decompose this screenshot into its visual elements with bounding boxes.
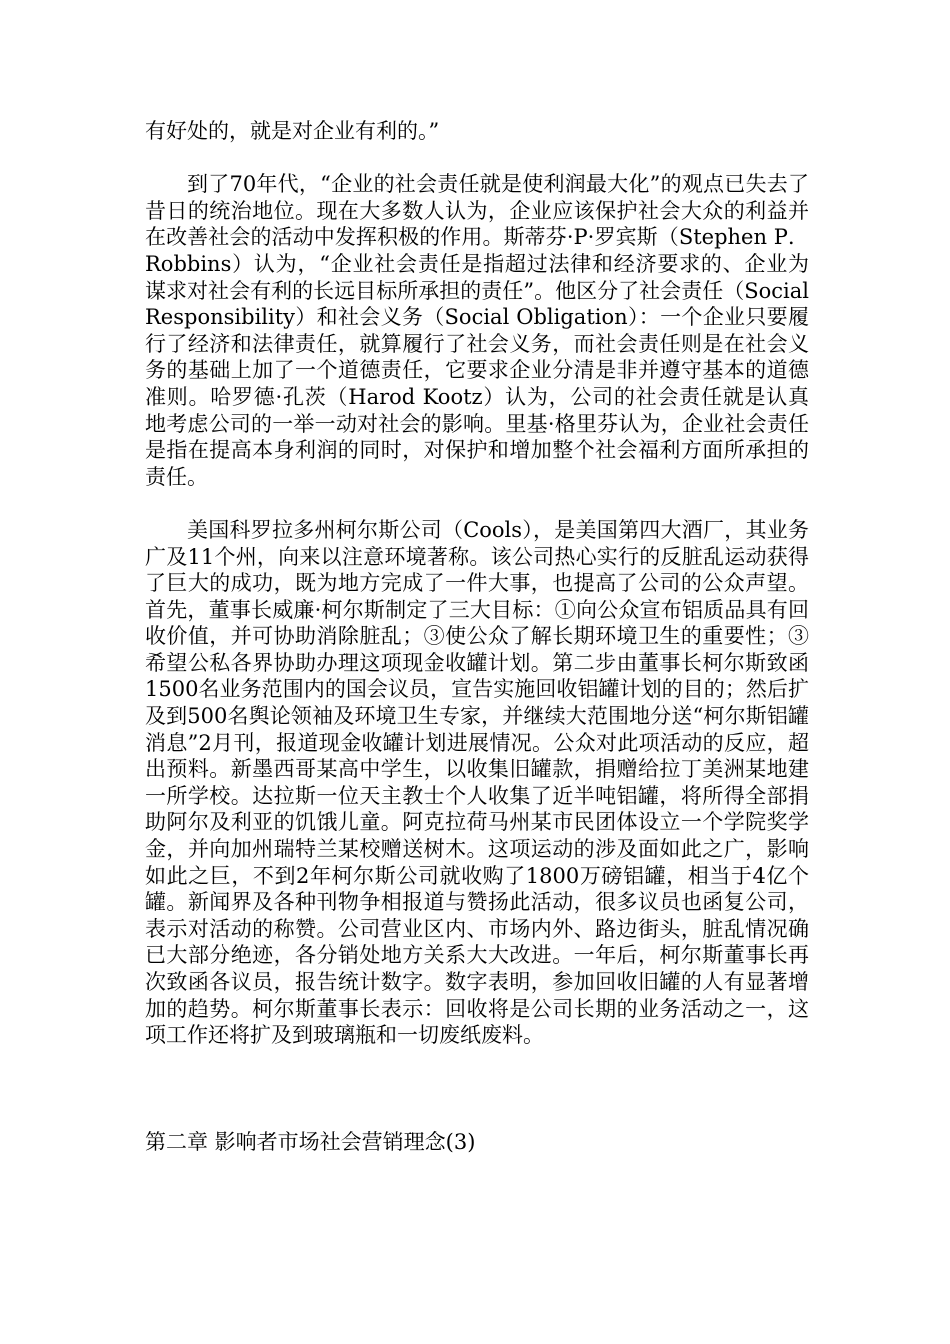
- paragraph-spacer: [145, 145, 809, 172]
- paragraph-social-responsibility: 到了70年代，“企业的社会责任就是使利润最大化”的观点已失去了昔日的统治地位。现在大多数人认为，企业应该保护社会大众的利益并在改善社会的活动中发挥积极的作用。斯蒂芬·P·罗宾斯（Stephen P．Robbins）认为，“企业社会责任是指超过法律和经济要求的、企业为谋求对社会有利的长远目标所承担的责任”。他区分了社会责任（Social Responsibility）和社会义务（Social Obligation）：一个企业只要履行了经济和法律责任，就算履行了社会义务，而社会责任则是在社会义务的基础上加了一个道德责任，它要求企业分清是非并遵守基本的道德准则。哈罗德·孔茨（Harod Kootz）认为，公司的社会责任就是认真地考虑公司的一举一动对社会的影响。里基·格里芬认为，企业社会责任是指在提高本身利润的同时，对保护和增加整个社会福利方面所承担的责任。: [145, 172, 809, 489]
- document-body: [145, 118, 809, 1155]
- section-spacer: [145, 1049, 809, 1129]
- chapter-heading: 第二章 影响者市场社会营销理念(3): [145, 1129, 476, 1154]
- paragraph-coors-case: 美国科罗拉多州柯尔斯公司（Cools），是美国第四大酒厂，其业务广及11个州，向来以注意环境著称。该公司热心实行的反脏乱运动获得了巨大的成功，既为地方完成了一件大事，也提高了公司的公众声望。首先，董事长威廉·柯尔斯制定了三大目标：①向公众宣布铝质品具有回收价值，并可协助消除脏乱；③使公众了解长期环境卫生的重要性；③希望公私各界协助办理这项现金收罐计划。第二步由董事长柯尔斯致函1500名业务范围内的国会议员，宣告实施回收铝罐计划的目的；然后扩及到500名舆论领袖及环境卫生专家，并继续大范围地分送“柯尔斯铝罐消息”2月刊，报道现金收罐计划进展情况。公众对此项活动的反应，超出预料。新墨西哥某高中学生，以收集旧罐款，捐赠给拉丁美洲某地建一所学校。达拉斯一位天主教士个人收集了近半吨铝罐，将所得全部捐助阿尔及利亚的饥饿儿童。阿克拉荷马州某市民团体设立一个学院奖学金，并向加州瑞特兰某校赠送树木。这项运动的涉及面如此之广，影响如此之巨，不到2年柯尔斯公司就收购了1800万磅铝罐，相当于4亿个罐。新闻界及各种刊物争相报道与赞扬此活动，很多议员也函复公司，表示对活动的称赞。公司营业区内、市场内外、路边街头，脏乱情况确已大部分绝迹，各分销处地方关系大大改进。一年后，柯尔斯董事长再次致函各议员，报告统计数字。数字表明，参加回收旧罐的人有显著增加的趋势。柯尔斯董事长表示：回收将是公司长期的业务活动之一，这项工作还将扩及到玻璃瓶和一切废纸废料。: [145, 517, 809, 1048]
- paragraph-continuation: 有好处的，就是对企业有利的。”: [145, 119, 440, 143]
- paragraph-spacer: [145, 490, 809, 517]
